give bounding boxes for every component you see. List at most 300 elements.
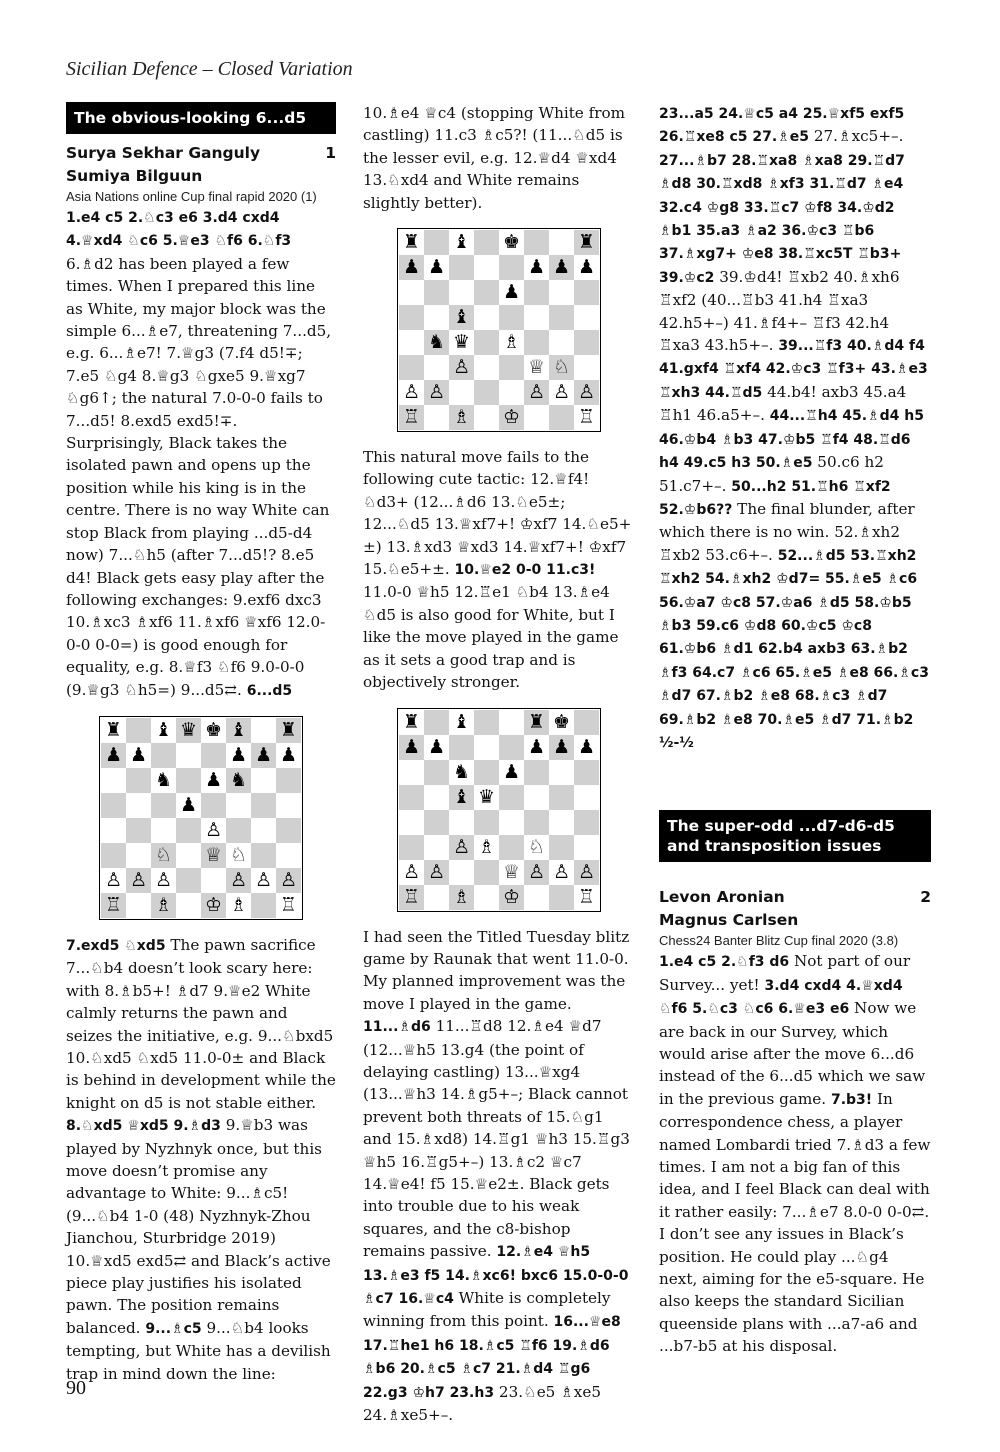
board-square xyxy=(424,255,449,280)
black-knight-icon: ♞ xyxy=(229,768,248,791)
annotation-text: 39.♔d4! ♖xb2 40.♗xh6 ♖xf2 (40...♖b3 41.h4 ♖xa3 42.h5+–) 41.♗f4+– ♖f3 42.h4 ♖xa3 43.h5+–. xyxy=(659,267,900,355)
annotation-text: 50.c6 h2 51.c7+–. xyxy=(659,453,884,495)
board-square xyxy=(251,768,276,793)
board-square xyxy=(399,405,424,430)
board-square xyxy=(101,793,126,818)
paragraph xyxy=(363,926,635,1427)
black-bishop-icon: ♝ xyxy=(229,718,248,741)
board-square xyxy=(574,885,599,910)
board-square xyxy=(574,305,599,330)
board-square xyxy=(424,405,449,430)
annotation-text: I had seen the Titled Tuesday blitz game by Raunak that went 11.0-0. My planned improvement was the move I played in the game. xyxy=(363,927,630,1013)
board-square xyxy=(176,743,201,768)
board-square xyxy=(424,860,449,885)
board-square xyxy=(549,760,574,785)
main-line-moves: 7.b3! xyxy=(830,1091,873,1108)
board-square xyxy=(251,818,276,843)
board-square xyxy=(226,843,251,868)
board-square xyxy=(449,255,474,280)
board-square xyxy=(549,785,574,810)
board-square xyxy=(474,230,499,255)
board-square xyxy=(176,768,201,793)
black-rook-icon: ♜ xyxy=(104,718,123,741)
main-line-moves: 1.e4 c5 2.♘f3 d6 xyxy=(659,954,790,971)
board-square xyxy=(574,405,599,430)
board-square xyxy=(151,718,176,743)
white-pawn-icon: ♙ xyxy=(427,860,446,883)
white-bishop-icon: ♗ xyxy=(154,893,173,916)
board-square xyxy=(251,843,276,868)
board-square xyxy=(176,793,201,818)
board-square xyxy=(276,893,301,918)
main-line-moves: 16...♕e8 17.♖he1 h6 18.♗c5 ♖f6 19.♗d6 ♗b6 20.♗c5 ♗c7 21.♗d4 ♖g6 22.g3 ♔h7 23.h3 xyxy=(363,1314,621,1401)
white-rook-icon: ♖ xyxy=(402,406,421,429)
board-square xyxy=(474,885,499,910)
black-pawn-icon: ♟ xyxy=(229,743,248,766)
white-queen-icon: ♕ xyxy=(502,860,521,883)
board-square xyxy=(449,330,474,355)
board-square xyxy=(201,818,226,843)
white-bishop-icon: ♗ xyxy=(477,835,496,858)
board-square xyxy=(151,818,176,843)
black-pawn-icon: ♟ xyxy=(527,256,546,279)
board-square xyxy=(276,868,301,893)
black-pawn-icon: ♟ xyxy=(129,743,148,766)
board-square xyxy=(549,255,574,280)
board-square xyxy=(449,305,474,330)
white-pawn-icon: ♙ xyxy=(577,860,596,883)
board-square xyxy=(574,280,599,305)
board-square xyxy=(549,355,574,380)
running-head: Sicilian Defence – Closed Variation xyxy=(66,58,353,80)
board-square xyxy=(126,843,151,868)
board-square xyxy=(499,860,524,885)
board-square xyxy=(276,818,301,843)
board-square xyxy=(549,230,574,255)
white-player: Surya Sekhar Ganguly xyxy=(66,144,261,162)
board-square xyxy=(399,330,424,355)
board-square xyxy=(524,810,549,835)
board-square xyxy=(151,743,176,768)
board-square xyxy=(151,793,176,818)
board-square xyxy=(151,768,176,793)
board-square xyxy=(226,793,251,818)
board-square xyxy=(424,835,449,860)
board-square xyxy=(574,760,599,785)
board-square xyxy=(499,710,524,735)
board-square xyxy=(524,885,549,910)
board-square xyxy=(424,330,449,355)
white-pawn-icon: ♙ xyxy=(402,381,421,404)
board-square xyxy=(499,330,524,355)
board-square xyxy=(399,305,424,330)
board-square xyxy=(399,230,424,255)
black-bishop-icon: ♝ xyxy=(452,785,471,808)
black-rook-icon: ♜ xyxy=(402,710,421,733)
board-square xyxy=(424,710,449,735)
board-square xyxy=(524,835,549,860)
main-line-moves: 8.♘xd5 ♕xd5 9.♗d3 xyxy=(66,1118,221,1135)
white-rook-icon: ♖ xyxy=(577,406,596,429)
board-square xyxy=(399,810,424,835)
main-line-moves: 52...♗d5 53.♖xh2 ♖xh2 54.♗xh2 ♔d7= 55.♗e5 ♗c6 56.♔a7 ♔c8 57.♔a6 ♗d5 58.♔b5 ♗b3 59.c6 ♔d8 60.♔c5 ♔c8 61.♔b6 ♗d1 62.b4 axb3 63.♗b2 ♗f3 64.c7 ♗c6 65.♗e5 ♗e8 66.♗c3 ♗d7 67.♗b2 ♗e8 68.♗c3 ♗d7 69.♗b2 ♗e8 70.♗e5 ♗d7 71.♗b2 ½-½ xyxy=(659,547,929,751)
board-square xyxy=(474,405,499,430)
board-square xyxy=(549,810,574,835)
board-square xyxy=(399,710,424,735)
black-pawn-icon: ♟ xyxy=(502,281,521,304)
board-square xyxy=(499,405,524,430)
black-bishop-icon: ♝ xyxy=(452,231,471,254)
board-square xyxy=(549,835,574,860)
board-square xyxy=(474,760,499,785)
board-square xyxy=(176,818,201,843)
board-square xyxy=(574,860,599,885)
board-square xyxy=(574,785,599,810)
board-square xyxy=(449,885,474,910)
board-square xyxy=(449,405,474,430)
board-square xyxy=(176,893,201,918)
white-player: Levon Aronian xyxy=(659,888,785,907)
board-square xyxy=(499,305,524,330)
board-square xyxy=(499,255,524,280)
white-pawn-icon: ♙ xyxy=(552,381,571,404)
black-pawn-icon: ♟ xyxy=(502,760,521,783)
board-square xyxy=(549,405,574,430)
board-square xyxy=(151,843,176,868)
annotation-text: 6.♗d2 has been played a few times. When I prepared this line as White, my major block was the simple 6...♗e7, threatening 7...d5, e.g. 6...♗e7! 7.♕g3 (7.f4 d5!∓; 7.e5 ♘g4 8.♕g3 ♘gxe5 9.♕xg7 ♘g6↑; the natural 7.0-0-0 fails to 7...d5! 8.exd5 exd5!∓. Surprisingly, Black takes the isolated pawn and opens up the position while his king is in the centre. There is no way White can stop Black from playing ...d5-d4 now) 7...♘h5 (after 7...d5!? 8.e5 d4! Black gets easy play after the following exchanges: 9.exf6 dxc3 10.♗xc3 ♗xf6 11.♗xf6 ♕xf6 12.0-0-0 0-0=) is good enough for equality, e.g. 8.♕f3 ♘f6 9.0-0-0 (9.♕g3 ♘h5=) 9...d5⇄. xyxy=(66,254,332,699)
board-square xyxy=(424,380,449,405)
main-line-moves: 12.♗e4 ♕h5 13.♗e3 f5 14.♗xc6! bxc6 15.0-0-0 ♗c7 16.♕c4 xyxy=(363,1244,629,1307)
board-square xyxy=(201,768,226,793)
board-square xyxy=(201,718,226,743)
black-pawn-icon: ♟ xyxy=(577,735,596,758)
board-square xyxy=(474,380,499,405)
board-square xyxy=(449,760,474,785)
board-square xyxy=(424,735,449,760)
board-square xyxy=(574,380,599,405)
board-square xyxy=(549,305,574,330)
black-king-icon: ♚ xyxy=(204,718,223,741)
game-number: 2 xyxy=(920,888,931,907)
board-square xyxy=(399,280,424,305)
board-square xyxy=(574,255,599,280)
chess-diagram xyxy=(99,716,303,920)
game-number: 1 xyxy=(325,144,336,162)
board-square xyxy=(549,735,574,760)
board-square xyxy=(549,330,574,355)
board-square xyxy=(574,810,599,835)
black-king-icon: ♚ xyxy=(502,231,521,254)
board-square xyxy=(251,743,276,768)
board-square xyxy=(524,760,549,785)
board-square xyxy=(201,843,226,868)
board-square xyxy=(126,743,151,768)
white-knight-icon: ♘ xyxy=(552,356,571,379)
board-square xyxy=(524,280,549,305)
white-pawn-icon: ♙ xyxy=(452,835,471,858)
board-square xyxy=(524,380,549,405)
board-square xyxy=(126,893,151,918)
event-line: Asia Nations online Cup final rapid 2020 (1) xyxy=(66,189,317,204)
board-square xyxy=(201,743,226,768)
main-line-moves: 23...a5 24.♕c5 a4 25.♕xf5 exf5 26.♖xe8 c5 27.♗e5 xyxy=(659,106,905,146)
board-square xyxy=(251,893,276,918)
board-square xyxy=(251,793,276,818)
board-square xyxy=(574,330,599,355)
board-square xyxy=(226,868,251,893)
white-pawn-icon: ♙ xyxy=(129,868,148,891)
paragraph xyxy=(659,950,931,1357)
white-pawn-icon: ♙ xyxy=(577,381,596,404)
board-square xyxy=(474,810,499,835)
white-king-icon: ♔ xyxy=(502,406,521,429)
board-square xyxy=(474,255,499,280)
board-square xyxy=(449,735,474,760)
board-square xyxy=(226,893,251,918)
black-pawn-icon: ♟ xyxy=(427,735,446,758)
black-player: Sumiya Bilguun xyxy=(66,167,203,185)
column-1 xyxy=(66,102,336,1385)
black-pawn-icon: ♟ xyxy=(104,743,123,766)
board-square xyxy=(449,785,474,810)
white-pawn-icon: ♙ xyxy=(254,868,273,891)
board-square xyxy=(549,710,574,735)
black-knight-icon: ♞ xyxy=(452,760,471,783)
annotation-text: The pawn sacrifice 7...♘b4 doesn’t look scary here: with 8.♗b5+! ♗d7 9.♕e2 White calmly returns the pawn and seizes the initiative, e.g. 9...♘bxd5 10.♘xd5 ♘xd5 11.0-0± and Black is behind in development while the knight on d5 is not stable either. xyxy=(66,935,336,1112)
board-square xyxy=(524,735,549,760)
event-line: Chess24 Banter Blitz Cup final 2020 (3.8) xyxy=(659,933,899,949)
board-square xyxy=(524,860,549,885)
white-rook-icon: ♖ xyxy=(402,885,421,908)
white-pawn-icon: ♙ xyxy=(527,381,546,404)
main-line-moves: 9...♗c5 xyxy=(145,1320,202,1337)
column-2 xyxy=(363,102,635,1426)
board-square xyxy=(424,230,449,255)
black-pawn-icon: ♟ xyxy=(552,735,571,758)
board-square xyxy=(126,718,151,743)
white-bishop-icon: ♗ xyxy=(229,893,248,916)
board-square xyxy=(424,305,449,330)
main-line-moves: 44...♖h4 45.♗d4 h5 46.♔b4 ♗b3 47.♔b5 ♖f4 48.♖d6 h4 49.c5 h3 50.♗e5 xyxy=(659,408,925,472)
white-pawn-icon: ♙ xyxy=(154,868,173,891)
annotation-text: 11.0-0 ♕h5 12.♖e1 ♘b4 13.♗e4 ♘d5 is also good for White, but I like the move played in the game as it sets a good trap and is objectively stronger. xyxy=(363,583,619,692)
board-square xyxy=(449,355,474,380)
page-number: 90 xyxy=(66,1377,86,1399)
board-square xyxy=(499,735,524,760)
section-header: The obvious-looking 6...d5 xyxy=(66,102,336,134)
board-square xyxy=(474,330,499,355)
white-bishop-icon: ♗ xyxy=(452,406,471,429)
board-square xyxy=(424,280,449,305)
black-pawn-icon: ♟ xyxy=(204,768,223,791)
board-square xyxy=(226,718,251,743)
paragraph xyxy=(66,206,336,702)
section-header: The super-odd ...d7-d6-d5 and transposition issues xyxy=(659,810,931,862)
annotation-text: 9...♘b4 looks tempting, but White has a devilish trap in mind down the line: xyxy=(66,1318,331,1383)
chess-diagram xyxy=(397,228,601,432)
board-square xyxy=(251,868,276,893)
white-king-icon: ♔ xyxy=(204,893,223,916)
black-rook-icon: ♜ xyxy=(402,231,421,254)
main-line-moves: 6...d5 xyxy=(246,682,293,699)
white-rook-icon: ♖ xyxy=(104,893,123,916)
white-queen-icon: ♕ xyxy=(204,843,223,866)
board-square xyxy=(574,710,599,735)
black-pawn-icon: ♟ xyxy=(254,743,273,766)
board-square xyxy=(499,885,524,910)
white-bishop-icon: ♗ xyxy=(452,885,471,908)
board-square xyxy=(524,230,549,255)
board-square xyxy=(524,255,549,280)
board-square xyxy=(101,843,126,868)
board-square xyxy=(151,893,176,918)
board-square xyxy=(424,355,449,380)
board-square xyxy=(399,380,424,405)
board-square xyxy=(449,835,474,860)
board-square xyxy=(399,355,424,380)
black-bishop-icon: ♝ xyxy=(452,306,471,329)
board-square xyxy=(201,868,226,893)
black-knight-icon: ♞ xyxy=(427,331,446,354)
board-square xyxy=(399,860,424,885)
board-square xyxy=(276,843,301,868)
white-bishop-icon: ♗ xyxy=(502,331,521,354)
chess-diagram xyxy=(397,708,601,912)
main-line-moves: 1.e4 c5 2.♘c3 e6 3.d4 cxd4 4.♕xd4 ♘c6 5.♕e3 ♘f6 6.♘f3 xyxy=(66,210,292,250)
board-square xyxy=(424,785,449,810)
board-square xyxy=(424,885,449,910)
board-square xyxy=(101,743,126,768)
board-square xyxy=(101,868,126,893)
black-pawn-icon: ♟ xyxy=(577,256,596,279)
board-square xyxy=(126,868,151,893)
board-square xyxy=(499,760,524,785)
board-square xyxy=(574,355,599,380)
black-rook-icon: ♜ xyxy=(577,231,596,254)
board-square xyxy=(474,860,499,885)
annotation-text: This natural move fails to the following cute tactic: 12.♕f4! ♘d3+ (12...♗d6 13.♘e5±; 12...♘d5 13.♕xf7+! ♔xf7 14.♘e5+±) 13.♗xd3 ♕xd3 14.♕xf7+! ♔xf7 15.♘e5+±. xyxy=(363,448,632,579)
black-pawn-icon: ♟ xyxy=(402,735,421,758)
black-bishop-icon: ♝ xyxy=(452,710,471,733)
board-square xyxy=(499,810,524,835)
white-rook-icon: ♖ xyxy=(577,885,596,908)
black-rook-icon: ♜ xyxy=(527,710,546,733)
paragraph xyxy=(66,934,336,1385)
black-rook-icon: ♜ xyxy=(279,718,298,741)
annotation-text: In correspondence chess, a player named Lombardi tried 7.♗d3 a few times. I am not a big fan of this idea, and I feel Black can deal with it rather easily: 7...♗e7 8.0-0 0-0⇄. I don’t see any issues in Black’s position. He could play ...♘g4 next, aiming for the e5-square. He also keeps the standard Sicilian queenside plans with ...a7-a6 and ...b7-b5 at his disposal. xyxy=(659,1089,931,1356)
game-header xyxy=(66,142,336,206)
board-square xyxy=(549,885,574,910)
white-king-icon: ♔ xyxy=(502,885,521,908)
annotation-text: Now we are back in our Survey, which would arise after the move 6...d6 instead of the 6...d5 which we saw in the previous game. xyxy=(659,999,926,1108)
board-square xyxy=(449,280,474,305)
black-pawn-icon: ♟ xyxy=(427,256,446,279)
main-line-moves: 3.d4 cxd4 4.♕xd4 ♘f6 5.♘c3 ♘c6 6.♕e3 e6 xyxy=(659,977,903,1018)
board-square xyxy=(524,405,549,430)
board-square xyxy=(574,835,599,860)
board-square xyxy=(226,743,251,768)
board-square xyxy=(101,818,126,843)
paragraph xyxy=(363,446,635,693)
board-square xyxy=(574,230,599,255)
board-square xyxy=(474,735,499,760)
column-3 xyxy=(659,102,931,1358)
board-square xyxy=(126,818,151,843)
board-square xyxy=(226,818,251,843)
white-pawn-icon: ♙ xyxy=(427,381,446,404)
board-square xyxy=(499,230,524,255)
board-square xyxy=(574,735,599,760)
white-pawn-icon: ♙ xyxy=(204,818,223,841)
board-square xyxy=(524,330,549,355)
board-square xyxy=(549,280,574,305)
annotation-text: Not part of our Survey... yet! xyxy=(659,952,911,994)
board-square xyxy=(499,355,524,380)
board-square xyxy=(499,280,524,305)
board-square xyxy=(524,785,549,810)
board-square xyxy=(549,380,574,405)
board-square xyxy=(126,793,151,818)
board-square xyxy=(524,305,549,330)
board-square xyxy=(474,355,499,380)
paragraph xyxy=(363,102,635,214)
black-queen-icon: ♛ xyxy=(452,331,471,354)
board-square xyxy=(276,768,301,793)
black-pawn-icon: ♟ xyxy=(552,256,571,279)
board-square xyxy=(474,835,499,860)
board-square xyxy=(449,230,474,255)
board-square xyxy=(176,718,201,743)
white-pawn-icon: ♙ xyxy=(279,868,298,891)
board-square xyxy=(101,893,126,918)
main-line-moves: 39...♖f3 40.♗d4 f4 41.gxf4 ♖xf4 42.♔c3 ♖f3+ 43.♗e3 ♖xh3 44.♖d5 xyxy=(659,338,928,401)
board-square xyxy=(499,380,524,405)
board-square xyxy=(424,760,449,785)
main-line-moves: 10.♕e2 0-0 11.c3! xyxy=(454,562,596,579)
white-knight-icon: ♘ xyxy=(229,843,248,866)
board-square xyxy=(499,785,524,810)
black-queen-icon: ♛ xyxy=(477,785,496,808)
board-square xyxy=(101,768,126,793)
board-square xyxy=(126,768,151,793)
main-line-moves: 27...♗b7 28.♖xa8 ♗xa8 29.♖d7 ♗d8 30.♖xd8 ♗xf3 31.♖d7 ♗e4 32.c4 ♔g8 33.♖c7 ♔f8 34.♔d2 ♗b1 35.a3 ♗a2 36.♔c3 ♖b6 37.♗xg7+ ♔e8 38.♖xc5T ♖b3+ 39.♔c2 xyxy=(659,152,905,286)
main-line-moves: 11...♗d6 xyxy=(363,1019,431,1036)
board-square xyxy=(424,810,449,835)
board-square xyxy=(399,885,424,910)
white-pawn-icon: ♙ xyxy=(552,860,571,883)
board-square xyxy=(251,718,276,743)
white-pawn-icon: ♙ xyxy=(452,356,471,379)
board-square xyxy=(399,785,424,810)
paragraph xyxy=(659,102,931,754)
board-square xyxy=(151,868,176,893)
white-knight-icon: ♘ xyxy=(154,843,173,866)
board-square xyxy=(399,735,424,760)
black-king-icon: ♚ xyxy=(552,710,571,733)
board-square xyxy=(101,718,126,743)
board-square xyxy=(449,860,474,885)
black-pawn-icon: ♟ xyxy=(402,256,421,279)
annotation-text: 44.b4! axb3 45.a4 ♖h1 46.a5+–. xyxy=(659,382,907,425)
annotation-text: 27.♗xc5+–. xyxy=(809,127,904,146)
board-square xyxy=(549,860,574,885)
board-square xyxy=(399,255,424,280)
annotation-text: White is completely winning from this point. xyxy=(363,1289,611,1331)
black-pawn-icon: ♟ xyxy=(179,793,198,816)
board-square xyxy=(276,743,301,768)
white-pawn-icon: ♙ xyxy=(402,860,421,883)
board-square xyxy=(399,835,424,860)
